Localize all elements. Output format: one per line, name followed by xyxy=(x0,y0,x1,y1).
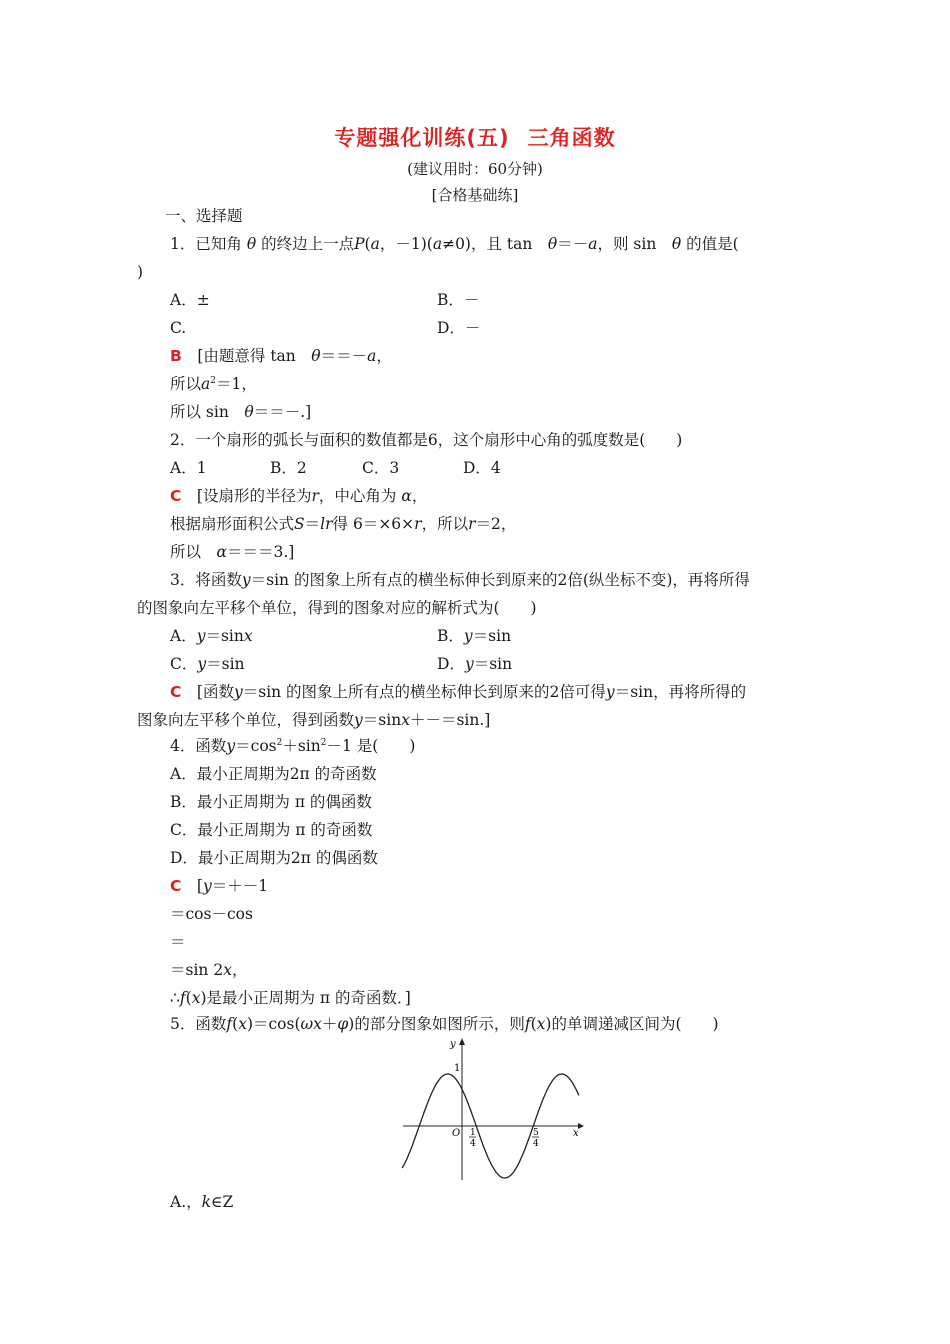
q3-option-a: A．y＝sinx xyxy=(170,627,253,645)
x-axis-label: x xyxy=(573,1128,579,1139)
q3-solution-line1: C [函数y＝sin 的图象上所有点的横坐标伸长到原来的2倍可得y＝sin，再将所得的 xyxy=(170,683,747,701)
x-axis-arrow xyxy=(578,1123,584,1129)
q1-option-a: A．± xyxy=(170,291,210,309)
tick-1-4-num: 1 xyxy=(470,1128,476,1138)
q4-option-a: A．最小正周期为2π 的奇函数 xyxy=(170,765,377,783)
page-title: 专题强化训练(五) 三角函数 xyxy=(334,126,616,150)
q2-answer: C xyxy=(170,487,182,505)
q1-solution-line3: 所以 sin θ＝＝－.] xyxy=(170,403,312,421)
q3-stem-line1: 3．将函数y＝sin 的图象上所有点的横坐标伸长到原来的2倍(纵坐标不变)，再将所得 xyxy=(170,571,750,589)
q1-solution-line1: B [由题意得 tan θ＝＝－a， xyxy=(170,347,392,365)
q4-answer: C xyxy=(170,877,182,895)
q2-solution-line2: 根据扇形面积公式S＝lr得 6＝×6×r，所以r＝2， xyxy=(170,515,517,533)
origin-label: O xyxy=(452,1128,461,1139)
q4-solution-line2: ＝cos－cos xyxy=(170,905,253,923)
q4-option-c: C．最小正周期为 π 的奇函数 xyxy=(170,821,373,839)
q1-stem-close: ) xyxy=(137,263,144,281)
q1-option-c: C. xyxy=(170,319,187,337)
q2-option-d: D．4 xyxy=(463,459,501,477)
level-heading: [合格基础练] xyxy=(431,186,519,204)
q2-option-a: A．1 xyxy=(170,459,207,477)
q5-stem: 5．函数f(x)＝cos(ωx＋φ)的部分图象如图所示，则f(x)的单调递减区间为( ) xyxy=(170,1015,719,1033)
q1-option-d: D．－ xyxy=(437,319,481,337)
y-axis-arrow xyxy=(459,1038,465,1045)
q2-solution-line3: 所以 α＝＝＝3.] xyxy=(170,543,295,561)
q4-option-b: B．最小正周期为 π 的偶函数 xyxy=(170,793,372,811)
q1-solution-line2: 所以$a^2=1$， xyxy=(170,375,257,393)
q3-stem-line2: 的图象向左平移个单位，得到的图象对应的解析式为( ) xyxy=(137,599,537,617)
y-one-label: 1 xyxy=(454,1063,461,1074)
q3-option-d: D．y＝sin xyxy=(437,655,513,673)
section-heading: 一、选择题 xyxy=(165,207,243,225)
q2-option-c: C．3 xyxy=(362,459,400,477)
q2-option-b: B．2 xyxy=(270,459,307,477)
q3-answer: C xyxy=(170,683,182,701)
q5-option-a: A.，k∈Z xyxy=(170,1193,234,1211)
q2-stem: 2．一个扇形的弧长与面积的数值都是6，这个扇形中心角的弧度数是( ) xyxy=(170,431,683,449)
q4-solution-line4: ＝sin 2x， xyxy=(170,961,248,979)
q1-answer: B xyxy=(170,347,182,365)
y-axis-label: y xyxy=(450,1039,456,1050)
q4-solution-line1: C [y＝＋－1 xyxy=(170,877,269,895)
time-note: (建议用时：60分钟) xyxy=(407,160,543,178)
q3-option-c: C．y＝sin xyxy=(170,655,245,673)
tick-1-4-den: 4 xyxy=(470,1139,476,1149)
q5-cosine-graph xyxy=(395,1036,595,1186)
q4-option-d: D．最小正周期为2π 的偶函数 xyxy=(170,849,378,867)
tick-5-4-den: 4 xyxy=(533,1139,539,1149)
q4-solution-line3: ＝ xyxy=(170,933,186,951)
q4-stem: 4．函数$y=\cos^2+\sin^2-1$ 是( ) xyxy=(170,737,416,755)
tick-5-4-num: 5 xyxy=(533,1128,539,1138)
q1-option-b: B．－ xyxy=(437,291,480,309)
q3-option-b: B．y＝sin xyxy=(437,627,512,645)
q1-stem: 1．已知角 θ 的终边上一点P(a，－1)(a≠0)，且 tan θ＝－a，则 sin θ 的值是( xyxy=(170,235,739,253)
q3-solution-line2: 图象向左平移个单位，得到函数y＝sinx＋－＝sin.] xyxy=(137,711,491,729)
q2-solution-line1: C [设扇形的半径为r，中心角为 α， xyxy=(170,487,428,505)
q4-solution-line5: ∴f(x)是最小正周期为 π 的奇函数．] xyxy=(170,989,411,1007)
